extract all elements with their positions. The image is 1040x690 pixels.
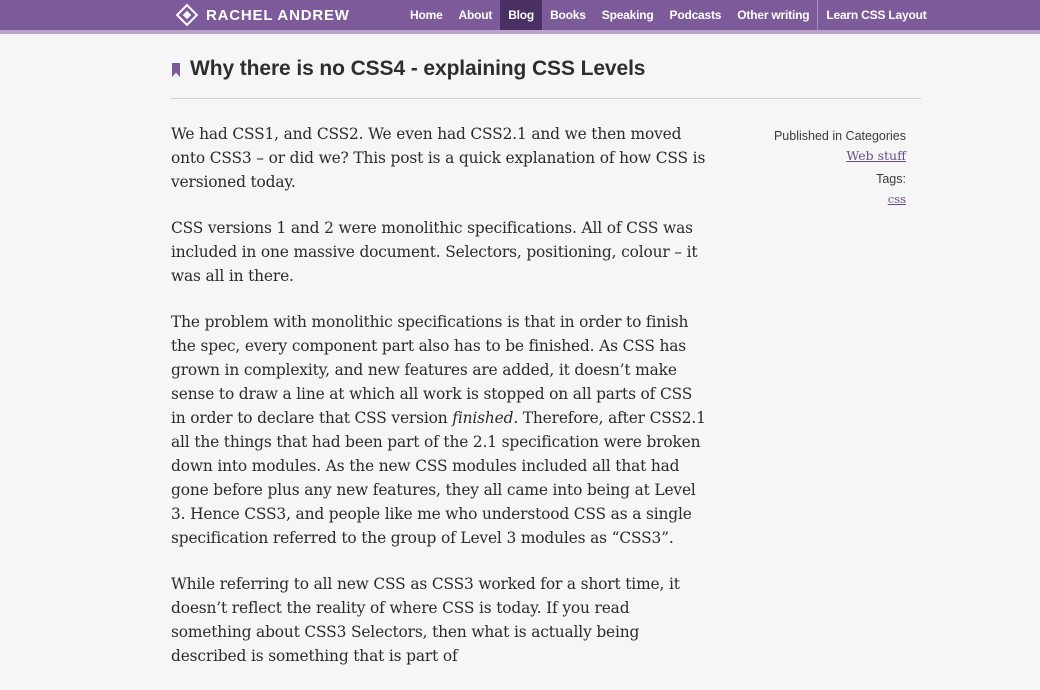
bookmark-icon: [172, 63, 180, 77]
paragraph-3: The problem with monolithic specifications is that in order to finish the spec, every component part also has to be finished. As CSS has grown in complexity, and new features are added, it doesn’t make sense to draw a line at which all work is stopped on all parts of CSS in order to declare that CSS version finished. Therefore, after CSS2.1 all the things that had been part of the 2.1 specification were broken down into modules. As the new CSS modules included all that had gone before plus any new features, they all came into being at Level 3. Hence CSS3, and people like me who understood CSS as a single specification referred to the group of Level 3 modules as “CSS3”.: [171, 313, 706, 547]
paragraph-2: CSS versions 1 and 2 were monolithic specifications. All of CSS was included in one massive document. Selectors, positioning, colour – it was all in there.: [171, 219, 698, 285]
tags-label: Tags:: [876, 172, 906, 186]
nav-about[interactable]: About: [458, 8, 493, 22]
nav-learn-css-layout[interactable]: Learn CSS Layout: [826, 8, 927, 22]
post-body: [171, 122, 711, 690]
nav-blog[interactable]: Blog: [500, 0, 542, 30]
post-meta: [774, 126, 906, 209]
diamond-logo-icon: [176, 4, 198, 26]
published-label: Published in Categories: [773, 129, 906, 143]
nav-other-writing[interactable]: Other writing: [737, 8, 810, 22]
site-logo-link[interactable]: [176, 4, 350, 26]
paragraph-4: While referring to all new CSS as CSS3 worked for a short time, it doesn’t reflect the reality of where CSS is today. If you read something about CSS3 Selectors, then what is actually being described is something that is part of: [171, 575, 680, 665]
nav-podcasts[interactable]: Podcasts: [669, 8, 722, 22]
emphasis-finished: finished: [452, 409, 514, 427]
paragraph-1: We had CSS1, and CSS2. We even had CSS2.1 and we then moved onto CSS3 – or did we? This post is a quick explanation of how CSS is versioned today.: [171, 125, 706, 191]
nav-home[interactable]: Home: [410, 8, 443, 22]
main-nav: [402, 0, 935, 30]
title-divider: [171, 98, 921, 99]
header-accent-line: [0, 30, 1040, 34]
post-header: [172, 57, 645, 81]
nav-speaking[interactable]: Speaking: [601, 8, 654, 22]
site-name: RACHEL ANDREW: [206, 6, 350, 24]
nav-books[interactable]: Books: [550, 8, 586, 22]
post-title: Why there is no CSS4 - explaining CSS Levels: [190, 57, 646, 80]
category-link[interactable]: Web stuff: [846, 148, 906, 163]
tag-link[interactable]: css: [887, 192, 906, 206]
